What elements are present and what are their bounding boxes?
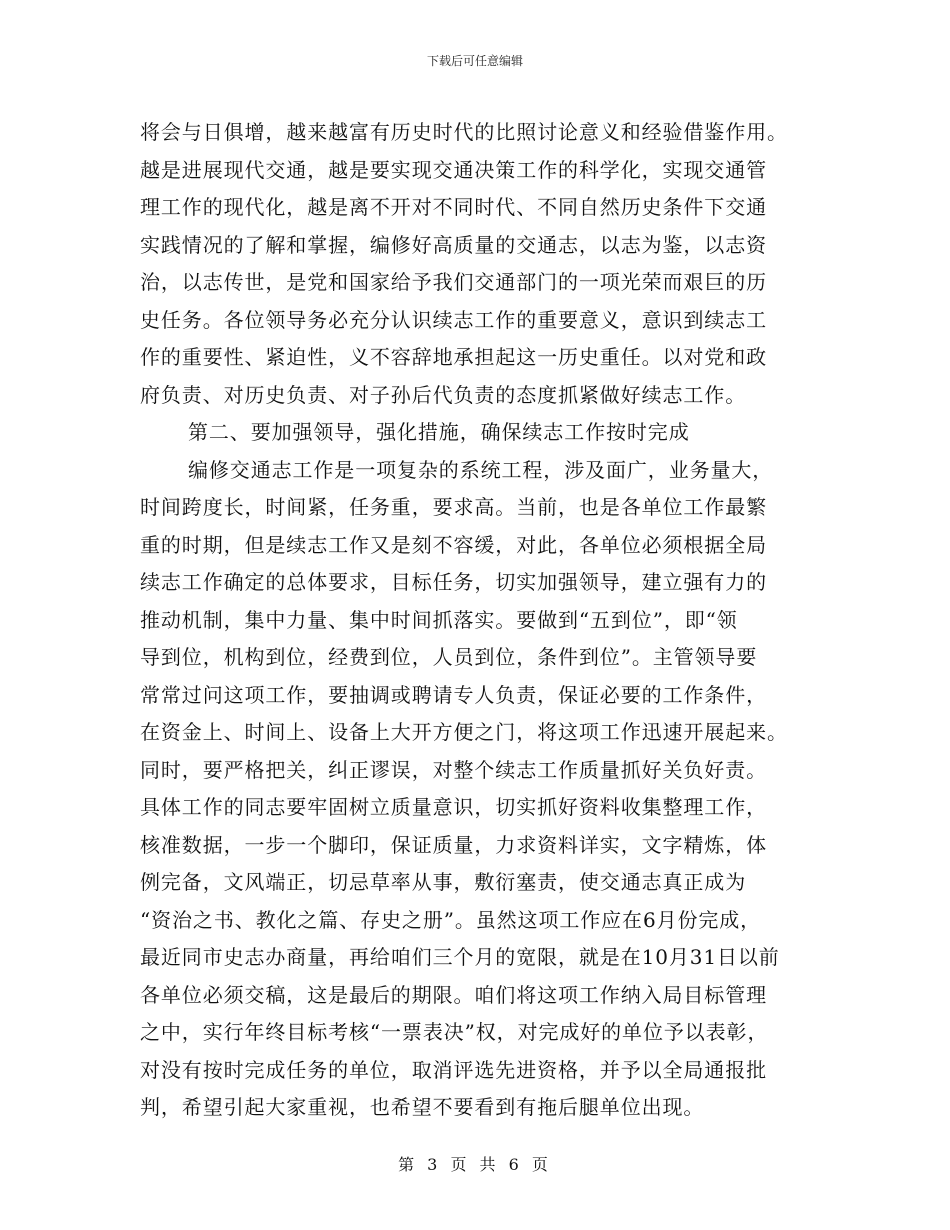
section-heading: 第二、要加强领导，强化措施，确保续志工作按时完成 bbox=[188, 420, 690, 444]
text-line: 续志工作确定的总体要求，目标任务，切实加强领导，建立强有力的 bbox=[140, 570, 767, 594]
text-line: 最近同市史志办商量，再给咱们三个月的宽限，就是在10月31日以前 bbox=[140, 945, 780, 969]
text-line: 时间跨度长，时间紧，任务重，要求高。当前，也是各单位工作最繁 bbox=[140, 495, 767, 519]
text-line: 核准数据，一步一个脚印，保证质量，力求资料详实，文字精炼，体 bbox=[140, 832, 767, 857]
text-line: 理工作的现代化，越是离不开对不同时代、不同自然历史条件下交通 bbox=[140, 195, 767, 219]
text-line: 对没有按时完成任务的单位，取消评选先进资格，并予以全局通报批 bbox=[140, 1057, 767, 1082]
page-number: 第 3 页 共 6 页 bbox=[398, 1155, 552, 1174]
text-line: 常常过问这项工作，要抽调或聘请专人负责，保证必要的工作条件， bbox=[140, 682, 767, 707]
text-line: 例完备，文风端正，切忌草率从事，敷衍塞责，使交通志真正成为 bbox=[140, 870, 747, 894]
text-line: 具体工作的同志要牢固树立质量意识，切实抓好资料收集整理工作， bbox=[140, 795, 767, 819]
text-line: 推动机制，集中力量、集中时间抓落实。要做到“五到位”，即“领 bbox=[140, 607, 738, 632]
body-text bbox=[140, 114, 820, 1127]
text-line: 重的时期，但是续志工作又是刻不容缓，对此，各单位必须根据全局 bbox=[140, 532, 767, 557]
text-line: 之中，实行年终目标考核“一票表决”权，对完成好的单位予以表彰， bbox=[140, 1020, 769, 1044]
text-line: 同时，要严格把关，纠正谬误，对整个续志工作质量抓好关负好责。 bbox=[140, 757, 767, 782]
text-line: 导到位，机构到位，经费到位，人员到位，条件到位”。主管领导要 bbox=[140, 645, 758, 669]
text-line: 作的重要性、紧迫性，义不容辞地承担起这一历史重任。以对党和政 bbox=[140, 345, 767, 369]
text-line: 判，希望引起大家重视，也希望不要看到有拖后腿单位出现。 bbox=[140, 1095, 705, 1119]
text-line: “资治之书、教化之篇、存史之册”。虽然这项工作应在6月份完成， bbox=[140, 907, 762, 932]
text-line: 将会与日俱增，越来越富有历史时代的比照讨论意义和经验借鉴作用。 bbox=[140, 120, 788, 144]
text-line: 在资金上、时间上、设备上大开方便之门，将这项工作迅速开展起来。 bbox=[140, 720, 788, 744]
text-line: 史任务。各位领导务必充分认识续志工作的重要意义，意识到续志工 bbox=[140, 307, 767, 332]
paragraph-start-line: 编修交通志工作是一项复杂的系统工程，涉及面广，业务量大， bbox=[188, 457, 774, 482]
text-line: 治，以志传世，是党和国家给予我们交通部门的一项光荣而艰巨的历 bbox=[140, 270, 767, 294]
text-line: 实践情况的了解和掌握，编修好高质量的交通志，以志为鉴，以志资 bbox=[140, 232, 767, 257]
text-line: 各单位必须交稿，这是最后的期限。咱们将这项工作纳入局目标管理 bbox=[140, 982, 767, 1007]
text-line: 越是进展现代交通，越是要实现交通决策工作的科学化，实现交通管 bbox=[140, 157, 767, 182]
page-header: 下载后可任意编辑 bbox=[426, 54, 523, 68]
text-line: 府负责、对历史负责、对子孙后代负责的态度抓紧做好续志工作。 bbox=[140, 382, 747, 407]
